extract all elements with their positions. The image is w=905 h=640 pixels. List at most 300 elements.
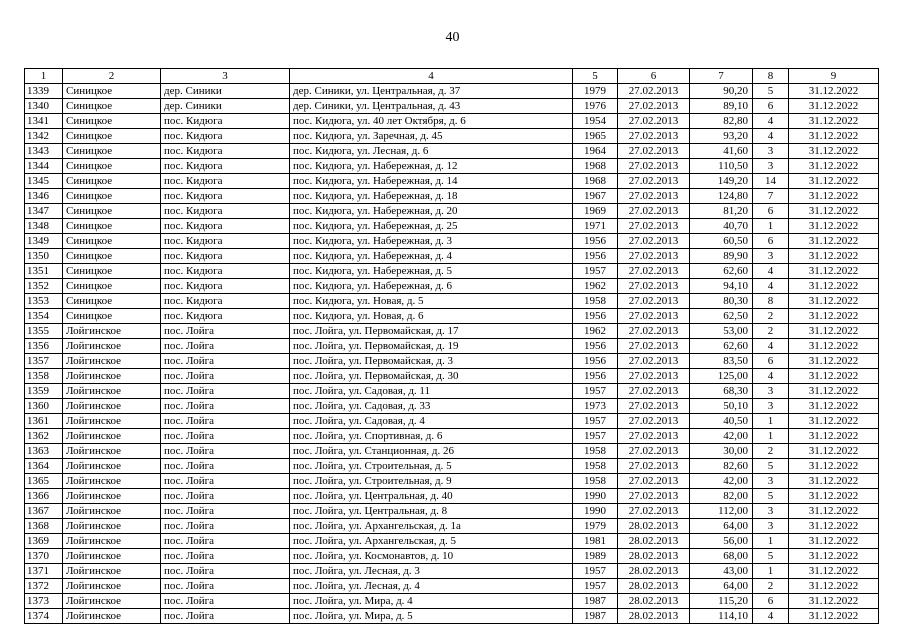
build-year-cell: 1989 (573, 549, 618, 564)
inclusion-date-cell: 27.02.2013 (618, 459, 690, 474)
deadline-date-cell: 31.12.2022 (789, 519, 879, 534)
inclusion-date-cell: 27.02.2013 (618, 144, 690, 159)
settlement-name-cell: Синицкое (63, 84, 161, 99)
settlement-name-cell: Лойгинское (63, 594, 161, 609)
inclusion-date-cell: 27.02.2013 (618, 219, 690, 234)
area-value-cell: 53,00 (690, 324, 753, 339)
deadline-date-cell: 31.12.2022 (789, 609, 879, 624)
address-cell: пос. Лойга, ул. Лесная, д. 4 (290, 579, 573, 594)
locality-name-cell: пос. Кидюга (161, 144, 290, 159)
build-year-cell: 1965 (573, 129, 618, 144)
table-row (25, 159, 879, 174)
build-year-cell: 1969 (573, 204, 618, 219)
build-year-cell: 1957 (573, 384, 618, 399)
inclusion-date-cell: 27.02.2013 (618, 399, 690, 414)
header-row (25, 69, 879, 84)
locality-name-cell: пос. Лойга (161, 489, 290, 504)
deadline-date-cell: 31.12.2022 (789, 594, 879, 609)
table-row (25, 174, 879, 189)
row-number-cell: 1342 (25, 129, 63, 144)
inclusion-date-cell: 27.02.2013 (618, 339, 690, 354)
residents-count-cell: 2 (753, 324, 789, 339)
inclusion-date-cell: 27.02.2013 (618, 324, 690, 339)
address-cell: пос. Лойга, ул. Садовая, д. 33 (290, 399, 573, 414)
table-row (25, 144, 879, 159)
build-year-cell: 1957 (573, 579, 618, 594)
deadline-date-cell: 31.12.2022 (789, 579, 879, 594)
row-number-cell: 1371 (25, 564, 63, 579)
build-year-cell: 1958 (573, 474, 618, 489)
inclusion-date-cell: 28.02.2013 (618, 519, 690, 534)
area-value-cell: 64,00 (690, 579, 753, 594)
header-cell: 2 (63, 69, 161, 84)
table-row (25, 234, 879, 249)
address-cell: пос. Лойга, ул. Лесная, д. 3 (290, 564, 573, 579)
inclusion-date-cell: 27.02.2013 (618, 114, 690, 129)
build-year-cell: 1957 (573, 264, 618, 279)
residents-count-cell: 3 (753, 519, 789, 534)
row-number-cell: 1357 (25, 354, 63, 369)
build-year-cell: 1987 (573, 594, 618, 609)
build-year-cell: 1956 (573, 309, 618, 324)
row-number-cell: 1355 (25, 324, 63, 339)
locality-name-cell: пос. Кидюга (161, 129, 290, 144)
deadline-date-cell: 31.12.2022 (789, 369, 879, 384)
inclusion-date-cell: 27.02.2013 (618, 414, 690, 429)
inclusion-date-cell: 28.02.2013 (618, 594, 690, 609)
residents-count-cell: 4 (753, 279, 789, 294)
row-number-cell: 1344 (25, 159, 63, 174)
settlement-name-cell: Синицкое (63, 219, 161, 234)
table-row (25, 474, 879, 489)
address-cell: пос. Лойга, ул. Садовая, д. 11 (290, 384, 573, 399)
area-value-cell: 110,50 (690, 159, 753, 174)
address-cell: пос. Лойга, ул. Мира, д. 5 (290, 609, 573, 624)
deadline-date-cell: 31.12.2022 (789, 294, 879, 309)
table-row (25, 129, 879, 144)
residents-count-cell: 1 (753, 534, 789, 549)
inclusion-date-cell: 27.02.2013 (618, 129, 690, 144)
settlement-name-cell: Лойгинское (63, 414, 161, 429)
inclusion-date-cell: 27.02.2013 (618, 264, 690, 279)
row-number-cell: 1374 (25, 609, 63, 624)
residents-count-cell: 2 (753, 444, 789, 459)
residents-count-cell: 3 (753, 249, 789, 264)
table-row (25, 264, 879, 279)
settlement-name-cell: Лойгинское (63, 534, 161, 549)
table-row (25, 279, 879, 294)
inclusion-date-cell: 28.02.2013 (618, 579, 690, 594)
locality-name-cell: пос. Кидюга (161, 234, 290, 249)
build-year-cell: 1954 (573, 114, 618, 129)
settlement-name-cell: Синицкое (63, 144, 161, 159)
inclusion-date-cell: 27.02.2013 (618, 234, 690, 249)
residents-count-cell: 1 (753, 564, 789, 579)
residents-count-cell: 4 (753, 129, 789, 144)
row-number-cell: 1345 (25, 174, 63, 189)
settlement-name-cell: Синицкое (63, 309, 161, 324)
build-year-cell: 1968 (573, 159, 618, 174)
residents-count-cell: 3 (753, 399, 789, 414)
table-row (25, 99, 879, 114)
table-row (25, 114, 879, 129)
row-number-cell: 1372 (25, 579, 63, 594)
residents-count-cell: 7 (753, 189, 789, 204)
locality-name-cell: пос. Кидюга (161, 279, 290, 294)
row-number-cell: 1343 (25, 144, 63, 159)
locality-name-cell: пос. Лойга (161, 549, 290, 564)
residents-count-cell: 3 (753, 144, 789, 159)
row-number-cell: 1349 (25, 234, 63, 249)
address-cell: пос. Лойга, ул. Первомайская, д. 3 (290, 354, 573, 369)
address-cell: пос. Лойга, ул. Строительная, д. 9 (290, 474, 573, 489)
deadline-date-cell: 31.12.2022 (789, 339, 879, 354)
locality-name-cell: пос. Кидюга (161, 204, 290, 219)
settlement-name-cell: Лойгинское (63, 459, 161, 474)
deadline-date-cell: 31.12.2022 (789, 249, 879, 264)
row-number-cell: 1350 (25, 249, 63, 264)
area-value-cell: 64,00 (690, 519, 753, 534)
locality-name-cell: пос. Лойга (161, 594, 290, 609)
locality-name-cell: пос. Лойга (161, 324, 290, 339)
locality-name-cell: пос. Кидюга (161, 114, 290, 129)
address-cell: пос. Кидюга, ул. Новая, д. 6 (290, 309, 573, 324)
residents-count-cell: 6 (753, 204, 789, 219)
table-row (25, 399, 879, 414)
table-row (25, 369, 879, 384)
area-value-cell: 30,00 (690, 444, 753, 459)
header-cell: 9 (789, 69, 879, 84)
locality-name-cell: пос. Лойга (161, 444, 290, 459)
locality-name-cell: пос. Лойга (161, 429, 290, 444)
table-body (25, 84, 879, 624)
locality-name-cell: пос. Лойга (161, 564, 290, 579)
inclusion-date-cell: 27.02.2013 (618, 159, 690, 174)
deadline-date-cell: 31.12.2022 (789, 384, 879, 399)
locality-name-cell: пос. Кидюга (161, 189, 290, 204)
locality-name-cell: пос. Лойга (161, 354, 290, 369)
settlement-name-cell: Синицкое (63, 204, 161, 219)
table-row (25, 204, 879, 219)
deadline-date-cell: 31.12.2022 (789, 549, 879, 564)
row-number-cell: 1366 (25, 489, 63, 504)
build-year-cell: 1990 (573, 504, 618, 519)
settlement-name-cell: Синицкое (63, 129, 161, 144)
address-cell: пос. Лойга, ул. Первомайская, д. 30 (290, 369, 573, 384)
deadline-date-cell: 31.12.2022 (789, 129, 879, 144)
build-year-cell: 1958 (573, 444, 618, 459)
address-cell: пос. Лойга, ул. Станционная, д. 26 (290, 444, 573, 459)
address-cell: пос. Кидюга, ул. Заречная, д. 45 (290, 129, 573, 144)
area-value-cell: 112,00 (690, 504, 753, 519)
deadline-date-cell: 31.12.2022 (789, 204, 879, 219)
locality-name-cell: пос. Лойга (161, 534, 290, 549)
locality-name-cell: пос. Лойга (161, 504, 290, 519)
build-year-cell: 1968 (573, 174, 618, 189)
build-year-cell: 1957 (573, 414, 618, 429)
deadline-date-cell: 31.12.2022 (789, 99, 879, 114)
residents-count-cell: 4 (753, 339, 789, 354)
inclusion-date-cell: 27.02.2013 (618, 354, 690, 369)
area-value-cell: 80,30 (690, 294, 753, 309)
address-cell: дер. Синики, ул. Центральная, д. 37 (290, 84, 573, 99)
residents-count-cell: 1 (753, 429, 789, 444)
build-year-cell: 1979 (573, 519, 618, 534)
address-cell: пос. Лойга, ул. Центральная, д. 40 (290, 489, 573, 504)
inclusion-date-cell: 27.02.2013 (618, 309, 690, 324)
residents-count-cell: 6 (753, 354, 789, 369)
area-value-cell: 62,50 (690, 309, 753, 324)
locality-name-cell: пос. Лойга (161, 414, 290, 429)
build-year-cell: 1956 (573, 234, 618, 249)
settlement-name-cell: Лойгинское (63, 579, 161, 594)
row-number-cell: 1347 (25, 204, 63, 219)
area-value-cell: 83,50 (690, 354, 753, 369)
settlement-name-cell: Лойгинское (63, 564, 161, 579)
build-year-cell: 1956 (573, 249, 618, 264)
address-cell: пос. Кидюга, ул. Набережная, д. 14 (290, 174, 573, 189)
deadline-date-cell: 31.12.2022 (789, 429, 879, 444)
settlement-name-cell: Лойгинское (63, 519, 161, 534)
deadline-date-cell: 31.12.2022 (789, 459, 879, 474)
area-value-cell: 50,10 (690, 399, 753, 414)
build-year-cell: 1979 (573, 84, 618, 99)
table-row (25, 354, 879, 369)
build-year-cell: 1971 (573, 219, 618, 234)
locality-name-cell: пос. Лойга (161, 384, 290, 399)
residents-count-cell: 3 (753, 384, 789, 399)
build-year-cell: 1956 (573, 339, 618, 354)
residents-count-cell: 6 (753, 234, 789, 249)
locality-name-cell: пос. Кидюга (161, 294, 290, 309)
locality-name-cell: пос. Лойга (161, 579, 290, 594)
area-value-cell: 43,00 (690, 564, 753, 579)
area-value-cell: 41,60 (690, 144, 753, 159)
inclusion-date-cell: 27.02.2013 (618, 249, 690, 264)
table-row (25, 249, 879, 264)
settlement-name-cell: Синицкое (63, 264, 161, 279)
table-row (25, 519, 879, 534)
area-value-cell: 82,80 (690, 114, 753, 129)
area-value-cell: 42,00 (690, 429, 753, 444)
locality-name-cell: пос. Лойга (161, 459, 290, 474)
row-number-cell: 1365 (25, 474, 63, 489)
area-value-cell: 124,80 (690, 189, 753, 204)
residents-count-cell: 5 (753, 84, 789, 99)
address-cell: пос. Кидюга, ул. Набережная, д. 12 (290, 159, 573, 174)
row-number-cell: 1367 (25, 504, 63, 519)
row-number-cell: 1353 (25, 294, 63, 309)
locality-name-cell: пос. Кидюга (161, 264, 290, 279)
area-value-cell: 42,00 (690, 474, 753, 489)
address-cell: пос. Кидюга, ул. Набережная, д. 6 (290, 279, 573, 294)
header-cell: 3 (161, 69, 290, 84)
settlement-name-cell: Синицкое (63, 174, 161, 189)
locality-name-cell: дер. Синики (161, 84, 290, 99)
locality-name-cell: пос. Лойга (161, 339, 290, 354)
deadline-date-cell: 31.12.2022 (789, 489, 879, 504)
settlement-name-cell: Лойгинское (63, 444, 161, 459)
table-row (25, 489, 879, 504)
deadline-date-cell: 31.12.2022 (789, 264, 879, 279)
residents-count-cell: 3 (753, 504, 789, 519)
row-number-cell: 1351 (25, 264, 63, 279)
table-row (25, 309, 879, 324)
address-cell: пос. Лойга, ул. Спортивная, д. 6 (290, 429, 573, 444)
area-value-cell: 149,20 (690, 174, 753, 189)
table-row (25, 294, 879, 309)
address-cell: пос. Кидюга, ул. Набережная, д. 20 (290, 204, 573, 219)
inclusion-date-cell: 28.02.2013 (618, 549, 690, 564)
header-cell: 5 (573, 69, 618, 84)
settlement-name-cell: Лойгинское (63, 369, 161, 384)
settlement-name-cell: Лойгинское (63, 549, 161, 564)
area-value-cell: 68,30 (690, 384, 753, 399)
settlement-name-cell: Лойгинское (63, 399, 161, 414)
header-cell: 6 (618, 69, 690, 84)
area-value-cell: 125,00 (690, 369, 753, 384)
inclusion-date-cell: 27.02.2013 (618, 189, 690, 204)
address-cell: пос. Лойга, ул. Строительная, д. 5 (290, 459, 573, 474)
settlement-name-cell: Синицкое (63, 249, 161, 264)
deadline-date-cell: 31.12.2022 (789, 174, 879, 189)
settlement-name-cell: Синицкое (63, 159, 161, 174)
table-row (25, 339, 879, 354)
residents-count-cell: 8 (753, 294, 789, 309)
settlement-name-cell: Лойгинское (63, 429, 161, 444)
row-number-cell: 1360 (25, 399, 63, 414)
row-number-cell: 1369 (25, 534, 63, 549)
residents-count-cell: 4 (753, 369, 789, 384)
housing-table (24, 68, 879, 624)
table-row (25, 609, 879, 624)
residents-count-cell: 6 (753, 594, 789, 609)
settlement-name-cell: Синицкое (63, 114, 161, 129)
residents-count-cell: 4 (753, 264, 789, 279)
row-number-cell: 1370 (25, 549, 63, 564)
address-cell: пос. Лойга, ул. Космонавтов, д. 10 (290, 549, 573, 564)
build-year-cell: 1967 (573, 189, 618, 204)
address-cell: пос. Кидюга, ул. Набережная, д. 3 (290, 234, 573, 249)
deadline-date-cell: 31.12.2022 (789, 219, 879, 234)
residents-count-cell: 5 (753, 549, 789, 564)
row-number-cell: 1339 (25, 84, 63, 99)
table-row (25, 504, 879, 519)
row-number-cell: 1358 (25, 369, 63, 384)
area-value-cell: 89,90 (690, 249, 753, 264)
area-value-cell: 90,20 (690, 84, 753, 99)
header-cell: 1 (25, 69, 63, 84)
area-value-cell: 68,00 (690, 549, 753, 564)
address-cell: пос. Лойга, ул. Мира, д. 4 (290, 594, 573, 609)
table-row (25, 564, 879, 579)
address-cell: пос. Лойга, ул. Первомайская, д. 17 (290, 324, 573, 339)
inclusion-date-cell: 27.02.2013 (618, 369, 690, 384)
residents-count-cell: 1 (753, 414, 789, 429)
row-number-cell: 1340 (25, 99, 63, 114)
settlement-name-cell: Лойгинское (63, 339, 161, 354)
row-number-cell: 1348 (25, 219, 63, 234)
deadline-date-cell: 31.12.2022 (789, 534, 879, 549)
build-year-cell: 1957 (573, 429, 618, 444)
build-year-cell: 1990 (573, 489, 618, 504)
locality-name-cell: пос. Лойга (161, 369, 290, 384)
build-year-cell: 1976 (573, 99, 618, 114)
table-row (25, 384, 879, 399)
build-year-cell: 1958 (573, 294, 618, 309)
row-number-cell: 1354 (25, 309, 63, 324)
deadline-date-cell: 31.12.2022 (789, 324, 879, 339)
build-year-cell: 1957 (573, 564, 618, 579)
table-row (25, 459, 879, 474)
header-cell: 4 (290, 69, 573, 84)
residents-count-cell: 5 (753, 459, 789, 474)
area-value-cell: 82,00 (690, 489, 753, 504)
address-cell: пос. Кидюга, ул. Набережная, д. 18 (290, 189, 573, 204)
locality-name-cell: пос. Кидюга (161, 249, 290, 264)
row-number-cell: 1373 (25, 594, 63, 609)
residents-count-cell: 2 (753, 309, 789, 324)
settlement-name-cell: Синицкое (63, 279, 161, 294)
table-row (25, 534, 879, 549)
deadline-date-cell: 31.12.2022 (789, 414, 879, 429)
table-row (25, 84, 879, 99)
address-cell: пос. Кидюга, ул. Набережная, д. 25 (290, 219, 573, 234)
build-year-cell: 1962 (573, 279, 618, 294)
settlement-name-cell: Лойгинское (63, 474, 161, 489)
area-value-cell: 93,20 (690, 129, 753, 144)
inclusion-date-cell: 27.02.2013 (618, 429, 690, 444)
locality-name-cell: пос. Лойга (161, 474, 290, 489)
settlement-name-cell: Синицкое (63, 234, 161, 249)
row-number-cell: 1352 (25, 279, 63, 294)
row-number-cell: 1341 (25, 114, 63, 129)
header-cell: 7 (690, 69, 753, 84)
settlement-name-cell: Лойгинское (63, 609, 161, 624)
table-row (25, 444, 879, 459)
inclusion-date-cell: 27.02.2013 (618, 174, 690, 189)
build-year-cell: 1958 (573, 459, 618, 474)
address-cell: пос. Лойга, ул. Первомайская, д. 19 (290, 339, 573, 354)
locality-name-cell: дер. Синики (161, 99, 290, 114)
table-row (25, 324, 879, 339)
locality-name-cell: пос. Кидюга (161, 309, 290, 324)
build-year-cell: 1973 (573, 399, 618, 414)
build-year-cell: 1987 (573, 609, 618, 624)
deadline-date-cell: 31.12.2022 (789, 564, 879, 579)
build-year-cell: 1981 (573, 534, 618, 549)
inclusion-date-cell: 28.02.2013 (618, 534, 690, 549)
residents-count-cell: 5 (753, 489, 789, 504)
residents-count-cell: 4 (753, 114, 789, 129)
deadline-date-cell: 31.12.2022 (789, 444, 879, 459)
inclusion-date-cell: 27.02.2013 (618, 474, 690, 489)
residents-count-cell: 3 (753, 474, 789, 489)
build-year-cell: 1956 (573, 354, 618, 369)
inclusion-date-cell: 27.02.2013 (618, 294, 690, 309)
address-cell: пос. Кидюга, ул. Набережная, д. 4 (290, 249, 573, 264)
address-cell: пос. Кидюга, ул. Новая, д. 5 (290, 294, 573, 309)
locality-name-cell: пос. Лойга (161, 519, 290, 534)
build-year-cell: 1964 (573, 144, 618, 159)
row-number-cell: 1356 (25, 339, 63, 354)
table-row (25, 429, 879, 444)
locality-name-cell: пос. Лойга (161, 609, 290, 624)
table-row (25, 219, 879, 234)
address-cell: пос. Лойга, ул. Садовая, д. 4 (290, 414, 573, 429)
inclusion-date-cell: 27.02.2013 (618, 504, 690, 519)
deadline-date-cell: 31.12.2022 (789, 144, 879, 159)
